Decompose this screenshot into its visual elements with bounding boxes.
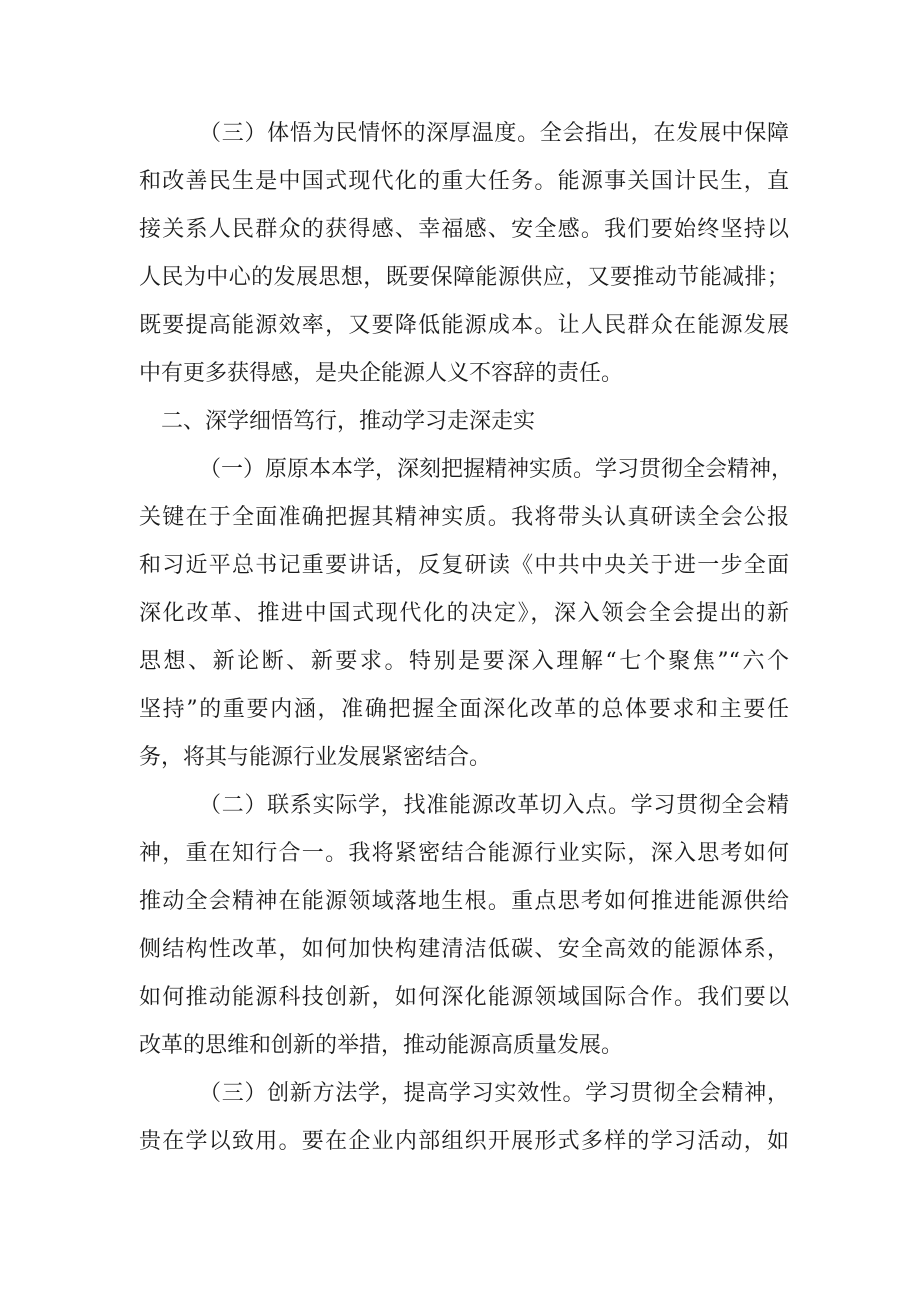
paragraph-line: 神，重在知行合一。我将紧密结合能源行业实际，深入思考如何 [139,841,789,866]
paragraph-line: 如何推动能源科技创新，如何深化能源领域国际合作。我们要以 [139,985,789,1010]
document-body [139,110,794,1166]
paragraph-line: 坚持”的重要内涵，准确把握全面深化改革的总体要求和主要任 [139,697,789,722]
paragraph-line: 推动全会精神在能源领域落地生根。重点思考如何推进能源供给 [139,889,789,914]
paragraph-line: 深化改革、推进中国式现代化的决定》，深入领会全会提出的新 [139,601,789,626]
paragraph-line: （三）创新方法学，提高学习实效性。学习贯彻全会精神， [199,1081,789,1106]
paragraph-line: 和习近平总书记重要讲话，反复研读《中共中央关于进一步全面 [139,553,789,578]
paragraph-line: 中有更多获得感，是央企能源人义不容辞的责任。 [139,361,624,386]
paragraph-line: 接关系人民群众的获得感、幸福感、安全感。我们要始终坚持以 [139,217,789,242]
paragraph-line: 侧结构性改革，如何加快构建清洁低碳、安全高效的能源体系， [139,937,789,962]
paragraph-line: 思想、新论断、新要求。特别是要深入理解“七个聚焦”“六个 [139,649,789,674]
paragraph-line: 既要提高能源效率，又要降低能源成本。让人民群众在能源发展 [139,313,789,338]
paragraph-line: 改革的思维和创新的举措，推动能源高质量发展。 [139,1033,624,1058]
paragraph-line: （二）联系实际学，找准能源改革切入点。学习贯彻全会精 [199,793,789,818]
paragraph-line: （一）原原本本学，深刻把握精神实质。学习贯彻全会精神， [199,457,794,482]
paragraph-line: 务，将其与能源行业发展紧密结合。 [139,745,492,770]
paragraph-line: 人民为中心的发展思想，既要保障能源供应，又要推动节能减排； [139,265,789,290]
paragraph-line: （三）体悟为民情怀的深厚温度。全会指出，在发展中保障 [199,121,789,146]
section-heading: 二、深学细悟笃行，推动学习走深走实 [161,409,536,434]
paragraph-line: 和改善民生是中国式现代化的重大任务。能源事关国计民生，直 [139,169,789,194]
paragraph-line: 关键在于全面准确把握其精神实质。我将带头认真研读全会公报 [139,505,789,530]
paragraph-line: 贵在学以致用。要在企业内部组织开展形式多样的学习活动，如 [139,1129,789,1154]
